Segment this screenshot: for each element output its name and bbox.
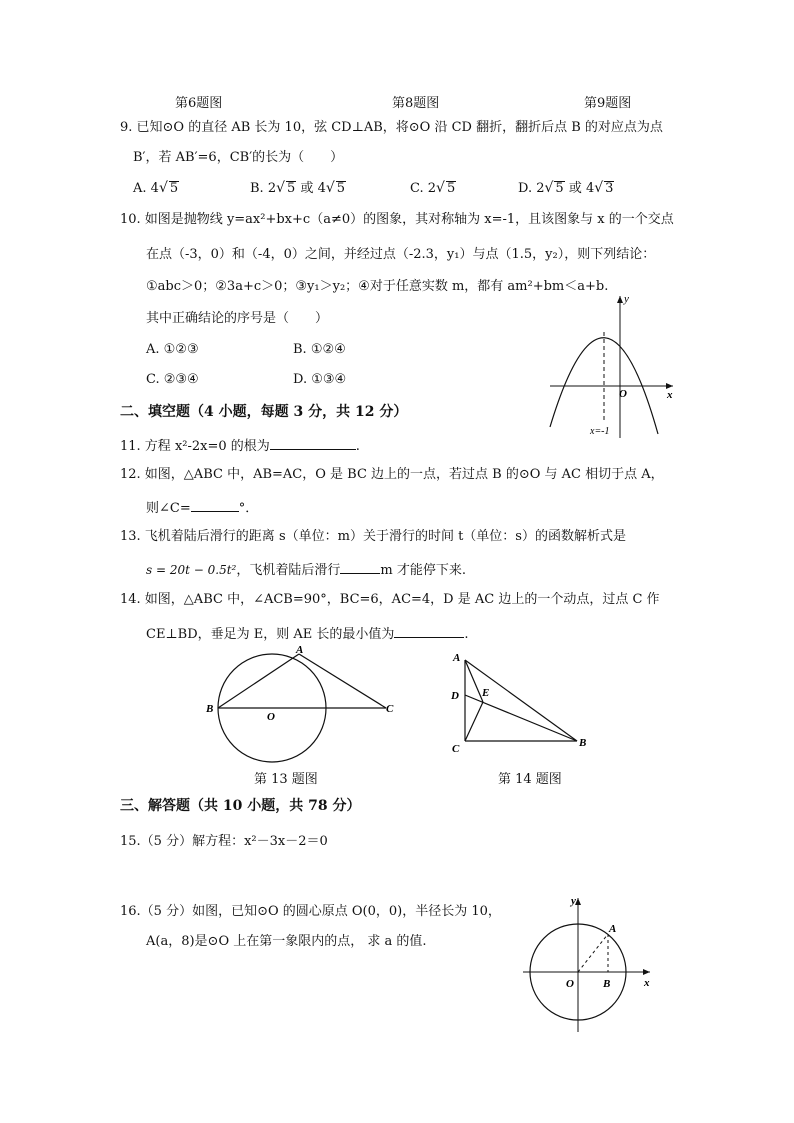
q9-option-d-prefix: D. 2 [518, 181, 545, 196]
fig13-label-o: O [267, 711, 275, 723]
q14-line2-pre: CE⊥BD，垂足为 E，则 AE 长的最小值为 [146, 627, 395, 642]
q12-line2-pre: 则∠C= [146, 501, 191, 516]
q10-parabola-figure [545, 290, 680, 440]
fig13-label-a: A [296, 644, 304, 656]
q13-line2-post: m 才能停下来. [380, 563, 466, 578]
fig14-label-b: B [579, 737, 587, 749]
q10-y-label: y [624, 293, 629, 305]
q9-option-c-prefix: C. 2 [410, 181, 437, 196]
q14-line2-post: . [464, 627, 469, 642]
q16-radius-oa [578, 934, 608, 972]
q13-line1: 13. 飞机着陆后滑行的距离 s（单位：m）关于滑行的时间 t（单位：s）的函数解析式是 [120, 529, 626, 544]
q10-option-c: C. ②③④ [146, 372, 199, 387]
q11-answer-blank[interactable] [270, 436, 356, 450]
q9-option-b-prefix: B. 2 [250, 181, 277, 196]
fig14-caption: 第 14 题图 [498, 772, 562, 787]
fig6-caption: 第6题图 [175, 96, 223, 111]
q9-option-a: A. 4√ 5 [133, 180, 179, 196]
q9-option-b-radicand2: 5 [336, 181, 346, 196]
section3-heading: 三、解答题（共 10 小题，共 78 分） [120, 798, 361, 814]
q9-option-b-radicand1: 5 [287, 181, 296, 196]
q9-option-d-radicand2: 3 [605, 181, 614, 196]
q10-axis-label: x=-1 [590, 426, 610, 437]
q10-option-b: B. ①②④ [293, 342, 346, 357]
q9-option-d-radicand1: 5 [555, 181, 564, 196]
q9-option-a-prefix: A. 4 [133, 181, 159, 196]
fig13-caption: 第 13 题图 [254, 772, 318, 787]
fig14-label-e: E [482, 687, 490, 699]
q9-option-b: B. 2√ 5 或 4√ 5 [250, 180, 346, 196]
fig13-segment-ab [218, 654, 299, 708]
q12-answer-blank[interactable] [191, 498, 239, 512]
fig13-segment-ac [299, 654, 386, 708]
q9-option-a-radicand: 5 [169, 181, 179, 196]
q9-line2: B′，若 AB′=6，CB′的长为（ ） [133, 150, 344, 165]
fig14-segment-db [465, 695, 577, 741]
q16-label-b: B [603, 978, 611, 990]
q9-option-d-mid: 或 4 [568, 181, 595, 196]
q10-option-a: A. ①②③ [146, 342, 199, 357]
q16-y-arrow-icon [575, 898, 581, 905]
q10-line1: 10. 如图是抛物线 y=ax²+bx+c（a≠0）的图象，其对称轴为 x=-1，且该图象与 x 的一个交点 [120, 212, 674, 227]
fig14-label-c: C [452, 743, 460, 755]
q10-line3: ①abc＞0；②3a+c＞0；③y₁＞y₂；④对于任意实数 m，都有 am²+bm＜a+b. [146, 279, 609, 294]
q10-line4: 其中正确结论的序号是（ ） [146, 311, 329, 326]
q12-line2 [146, 498, 258, 517]
q16-label-a: A [609, 923, 617, 935]
q13-answer-blank[interactable] [340, 560, 380, 574]
q10-x-label: x [667, 389, 673, 401]
q11-end: . [355, 439, 360, 454]
q9-option-b-mid: 或 4 [300, 181, 326, 196]
q14-line1: 14. 如图，△ABC 中，∠ACB=90°，BC=6，AC=4，D 是 AC 边上的一个动点，过点 C 作 [120, 592, 660, 607]
q13-line2-mid: ，飞机着陆后滑行 [236, 563, 341, 578]
q14-answer-blank[interactable] [394, 624, 464, 638]
q15: 15.（5 分）解方程：x²－3x－2＝0 [120, 834, 328, 849]
q12-line2-post: °． [238, 501, 259, 516]
fig13-diagram [200, 640, 405, 765]
q10-y-arrow-icon [617, 296, 623, 303]
q10-origin-label: O [619, 388, 627, 400]
fig13-label-b: B [206, 703, 214, 715]
fig13-label-c: C [386, 703, 394, 715]
q16-line1: 16.（5 分）如图，已知⊙O 的圆心原点 O(0，0)，半径长为 10， [120, 904, 501, 919]
q16-origin-label: O [566, 978, 574, 990]
section2-heading: 二、填空题（4 小题，每题 3 分，共 12 分） [120, 404, 408, 420]
q16-line2: A(a，8)是⊙O 上在第一象限内的点， 求 a 的值. [146, 934, 427, 949]
q13-formula: s = 20t − 0.5t² [146, 563, 237, 577]
q16-x-arrow-icon [643, 969, 650, 975]
fig8-caption: 第8题图 [392, 96, 440, 111]
q9-option-c: C. 2√ 5 [410, 180, 456, 196]
q11-text: 11. 方程 x²-2x=0 的根为 [120, 439, 270, 454]
fig14-label-d: D [451, 690, 459, 702]
q11 [120, 436, 360, 455]
q10-line2: 在点（-3，0）和（-4，0）之间，并经过点（-2.3，y₁）与点（1.5，y₂），则下列结论： [146, 247, 656, 262]
q16-circle-figure [518, 890, 658, 1035]
q9-line1: 9. 已知⊙O 的直径 AB 长为 10，弦 CD⊥AB，将⊙O 沿 CD 翻折，翻折后点 B 的对应点为点 [120, 120, 663, 135]
q16-y-label: y [571, 895, 576, 907]
q12-line1: 12. 如图，△ABC 中，AB=AC，O 是 BC 边上的一点，若过点 B 的⊙O 与 AC 相切于点 A， [120, 467, 664, 482]
fig14-diagram [445, 645, 595, 760]
q10-option-d: D. ①③④ [293, 372, 347, 387]
fig9-caption: 第9题图 [584, 96, 632, 111]
q9-option-d: D. 2√ 5 或 4√ 3 [518, 180, 614, 196]
fig14-label-a: A [453, 652, 461, 664]
fig14-segment-ce [465, 702, 483, 741]
q13-line2 [146, 560, 466, 579]
q9-option-c-radicand: 5 [446, 181, 456, 196]
q16-x-label: x [644, 977, 650, 989]
